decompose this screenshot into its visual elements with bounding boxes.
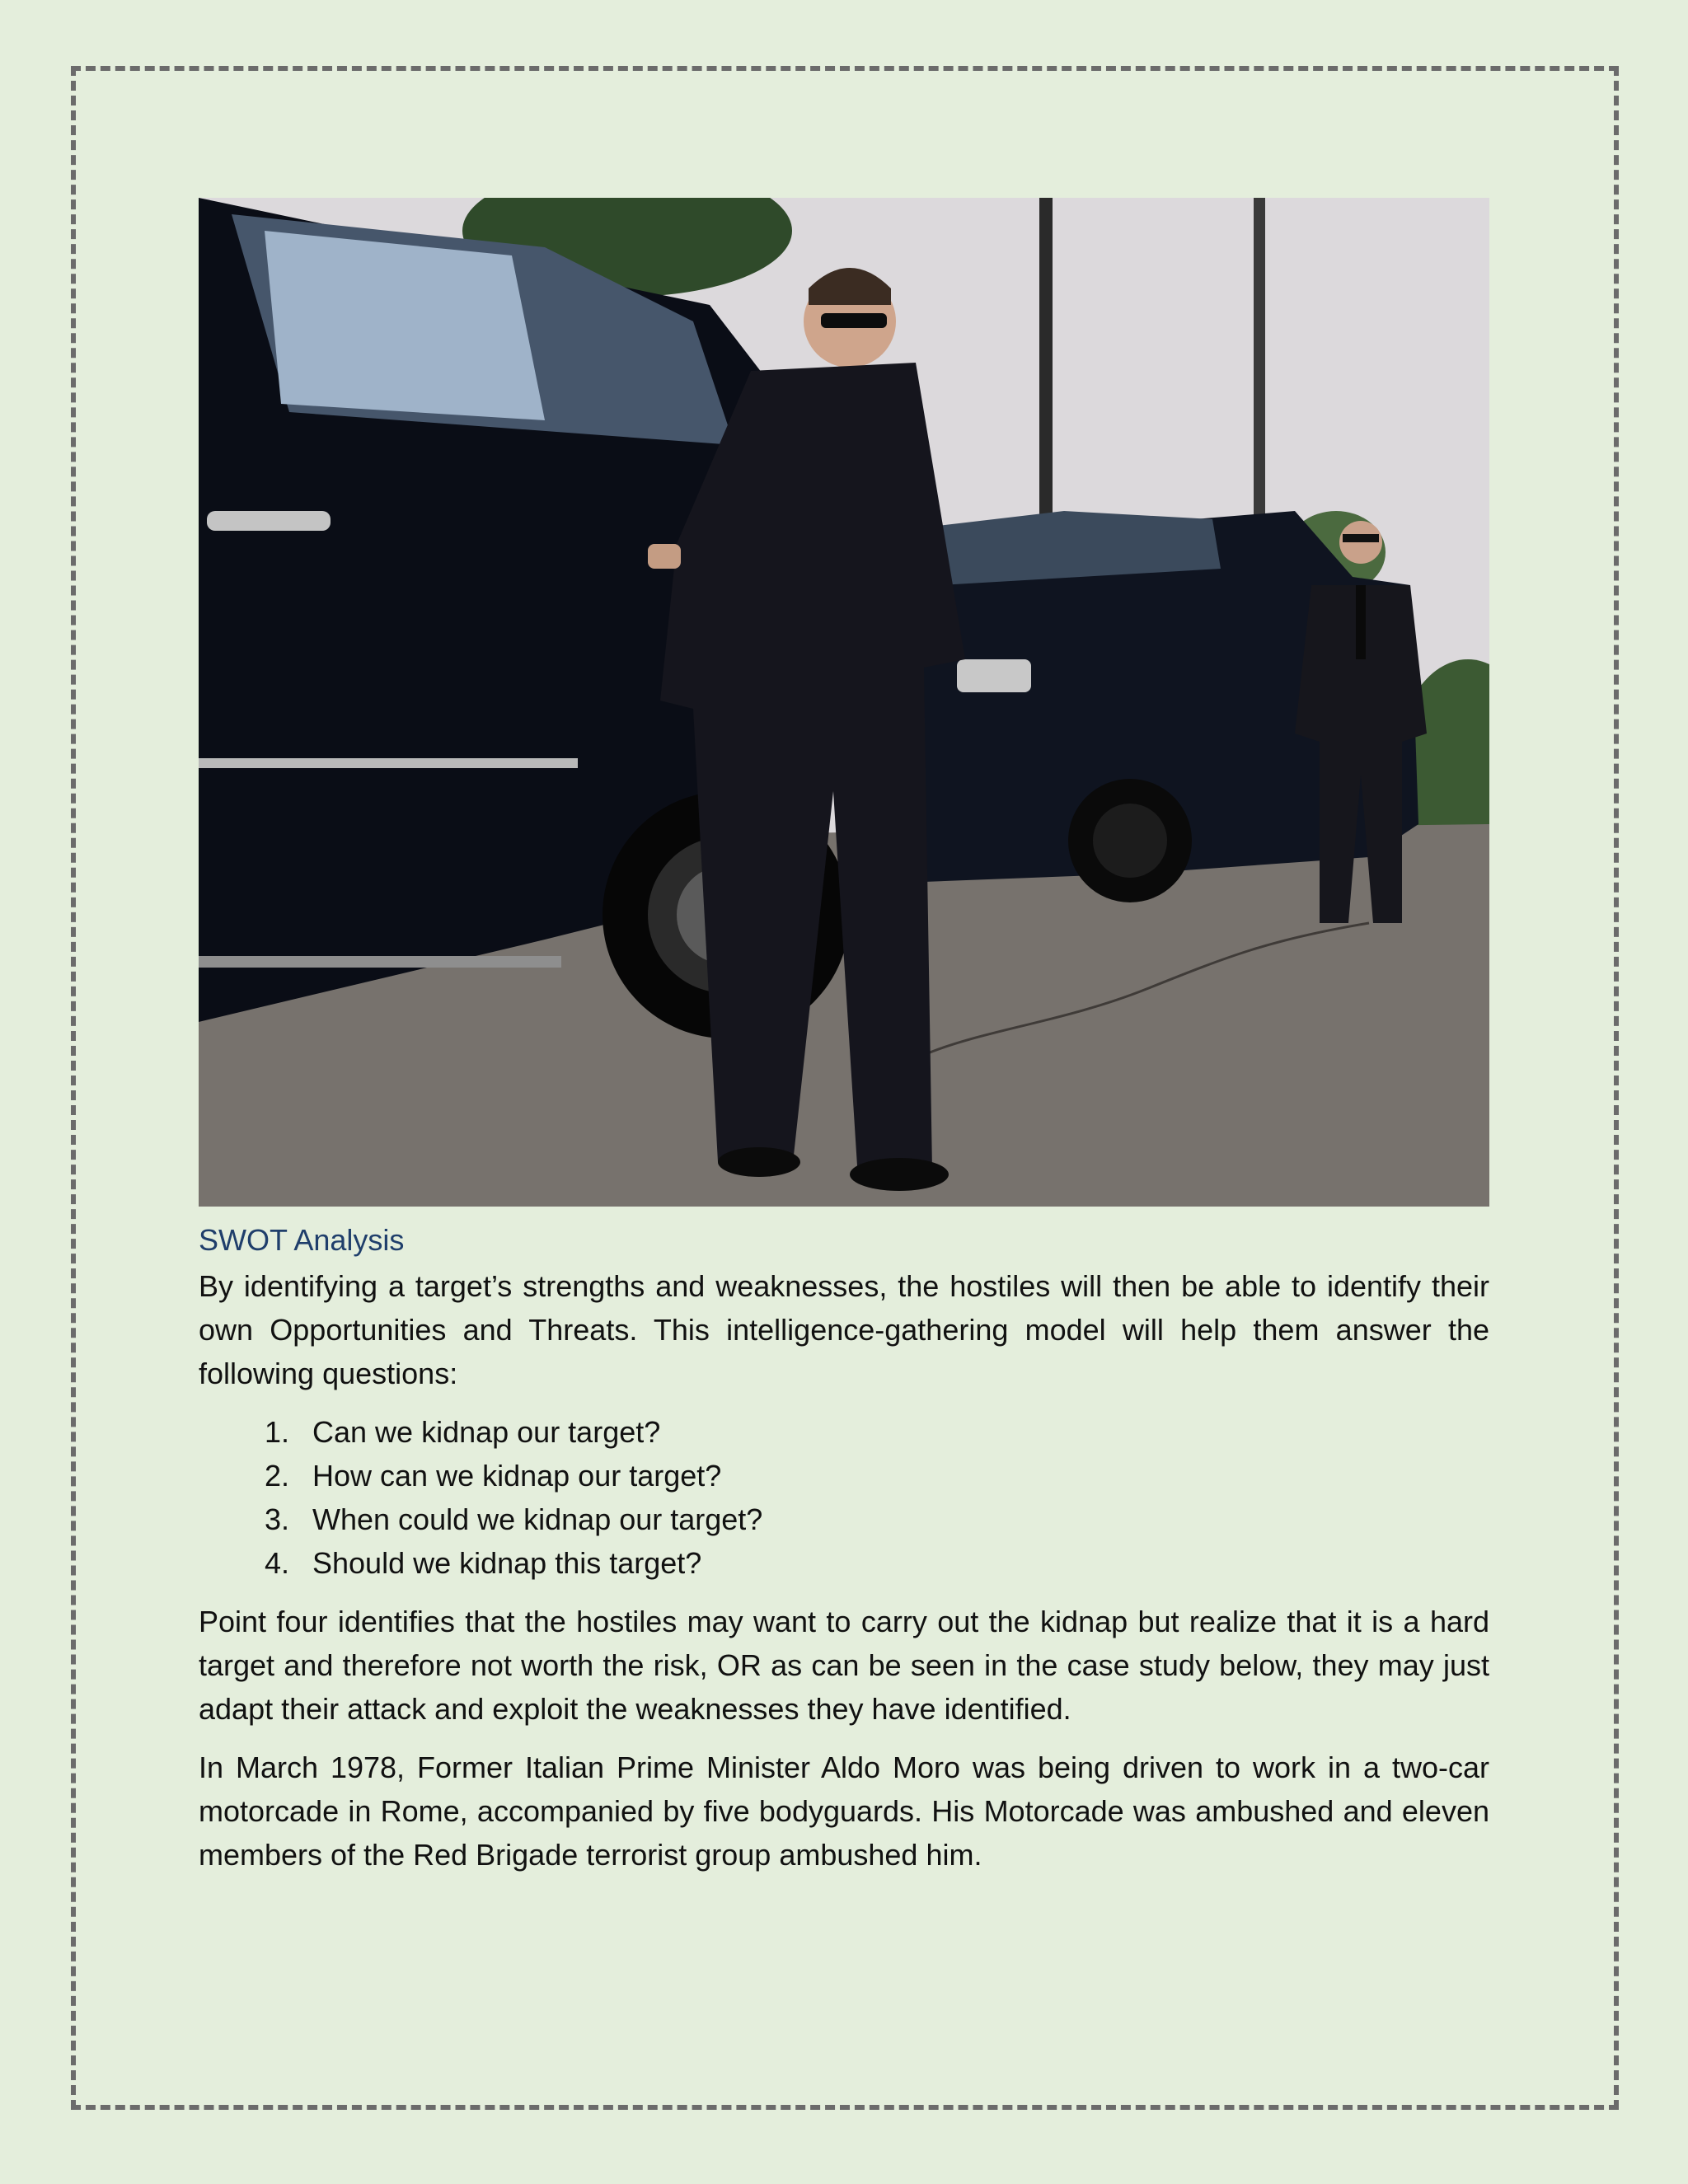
bodyguards-photo — [199, 198, 1489, 1207]
list-item: 2. How can we kidnap our target? — [298, 1454, 1489, 1497]
list-item: 4. Should we kidnap this target? — [298, 1541, 1489, 1585]
intro-paragraph: By identifying a target’s strengths and weaknesses, the hostiles will then be able to identify their own Opportunities and Threats. This intelligence-gathering model will help them answer the following questions: — [199, 1269, 1489, 1390]
point-four-paragraph: Point four identifies that the hostiles may want to carry out the kidnap but realize that it is a hard target and therefore not worth the risk, OR as can be seen in the case study below, they may just adapt their attack and exploit the weaknesses they have identified. — [199, 1605, 1489, 1726]
section-heading: SWOT Analysis — [199, 1223, 405, 1257]
list-item: 3. When could we kidnap our target? — [298, 1497, 1489, 1541]
list-item: 1. Can we kidnap our target? — [298, 1410, 1489, 1454]
case-study-paragraph: In March 1978, Former Italian Prime Minister Aldo Moro was being driven to work in a two-car motorcade in Rome, accompanied by five bodyguards. His Motorcade was ambushed and eleven members of the Red Brigade terrorist group ambushed him. — [199, 1750, 1489, 1872]
document-content — [199, 198, 1489, 1891]
questions-list — [199, 1410, 1489, 1585]
